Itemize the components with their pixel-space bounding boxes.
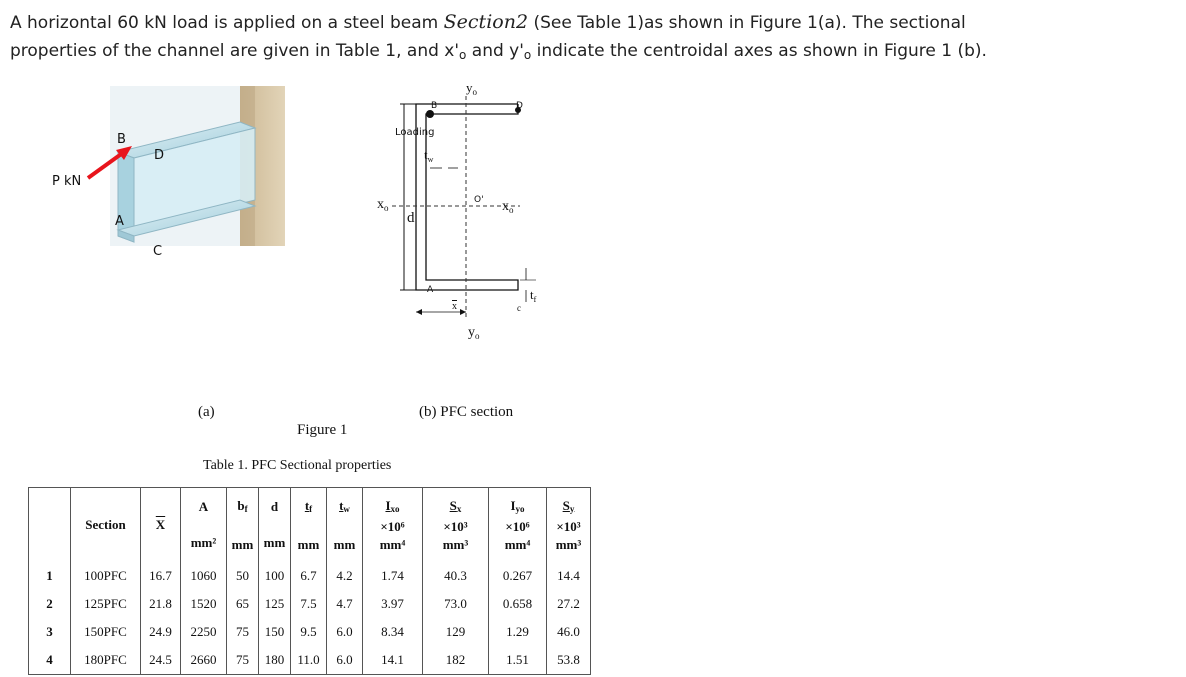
problem-text-4: and y' — [466, 41, 524, 61]
cell-tf: 7.5 — [291, 590, 327, 618]
table-header-row — [29, 488, 591, 563]
cell-area: 2660 — [181, 646, 227, 675]
yo-bottom-label: $y_o$ — [468, 325, 480, 341]
xbar-label: $\overline{x}$ — [452, 301, 457, 312]
c-label: c — [517, 303, 521, 313]
row-number: 4 — [29, 646, 71, 675]
figure-b-pfc-section — [370, 80, 590, 360]
row-number: 1 — [29, 562, 71, 590]
cell-xbar: 24.5 — [141, 646, 181, 675]
header-section: Section — [71, 488, 141, 563]
cell-tf: 6.7 — [291, 562, 327, 590]
xo-right-label: $x_o$ — [502, 199, 514, 215]
cell-bf: 50 — [227, 562, 259, 590]
cell-xbar: 21.8 — [141, 590, 181, 618]
header-tf: tf mm — [291, 488, 327, 563]
beam-section-name: Section2 — [443, 11, 529, 33]
cell-tf: 9.5 — [291, 618, 327, 646]
cell-d: 150 — [259, 618, 291, 646]
header-sy: Sy ×10³ mm³ — [547, 488, 591, 563]
problem-text-2: (See Table 1)as shown in Figure 1(a). The sectional — [528, 13, 966, 33]
point-b-label-b: B — [431, 101, 438, 111]
tf-label: $t_f$ — [530, 287, 537, 304]
cell-xbar: 16.7 — [141, 562, 181, 590]
cell-sx: 182 — [423, 646, 489, 675]
header-area: A mm² — [181, 488, 227, 563]
xo-left-label: $x_o$ — [377, 197, 389, 213]
cell-ixo: 1.74 — [363, 562, 423, 590]
figure-b-caption: (b) PFC section — [419, 404, 514, 420]
cell-tf: 11.0 — [291, 646, 327, 675]
table-row — [29, 618, 591, 646]
problem-statement — [10, 8, 1180, 69]
yo-top-label: $y_o$ — [466, 80, 477, 97]
cell-iyo: 0.267 — [489, 562, 547, 590]
cell-iyo: 1.29 — [489, 618, 547, 646]
problem-text-5: indicate the centroidal axes as shown in Figure 1 (b). — [531, 41, 987, 61]
figure-a-caption: (a) — [198, 404, 215, 420]
cell-section: 150PFC — [71, 618, 141, 646]
cell-d: 180 — [259, 646, 291, 675]
point-d-label: D — [154, 148, 165, 163]
pfc-properties-table — [28, 487, 591, 675]
figure-caption: Figure 1 — [297, 422, 348, 438]
cell-sx: 40.3 — [423, 562, 489, 590]
cell-section: 180PFC — [71, 646, 141, 675]
cell-sy: 53.8 — [547, 646, 591, 675]
centroid-label: O' — [474, 195, 484, 205]
cell-tw: 6.0 — [327, 618, 363, 646]
header-iyo: Iyo ×10⁶ mm⁴ — [489, 488, 547, 563]
cell-sy: 27.2 — [547, 590, 591, 618]
point-c-label: C — [153, 244, 163, 259]
problem-text-1: A horizontal 60 kN load is applied on a steel beam — [10, 13, 444, 33]
header-d: d mm — [259, 488, 291, 563]
cell-sy: 14.4 — [547, 562, 591, 590]
cell-area: 2250 — [181, 618, 227, 646]
cell-d: 100 — [259, 562, 291, 590]
problem-text-3: properties of the channel are given in Table 1, and x' — [10, 41, 460, 61]
row-number: 3 — [29, 618, 71, 646]
subscript: o — [459, 48, 467, 62]
cell-tw: 6.0 — [327, 646, 363, 675]
header-sx: Sx ×10³ mm³ — [423, 488, 489, 563]
table-caption: Table 1. PFC Sectional properties — [203, 458, 392, 473]
cell-area: 1060 — [181, 562, 227, 590]
cell-ixo: 8.34 — [363, 618, 423, 646]
table-row — [29, 590, 591, 618]
cell-iyo: 1.51 — [489, 646, 547, 675]
cell-bf: 75 — [227, 646, 259, 675]
d-label: d — [407, 210, 415, 226]
table-row — [29, 646, 591, 675]
table-row — [29, 562, 591, 590]
cell-bf: 65 — [227, 590, 259, 618]
point-a-label-b: A — [427, 285, 434, 295]
cell-sy: 46.0 — [547, 618, 591, 646]
cell-tw: 4.7 — [327, 590, 363, 618]
loading-label: Loading — [395, 127, 435, 138]
header-bf: bf mm — [227, 488, 259, 563]
subscript: o — [523, 48, 532, 62]
header-xbar: $\overline{X}$ — [141, 488, 181, 563]
row-number: 2 — [29, 590, 71, 618]
loading-point — [426, 110, 434, 118]
point-b-label: B — [117, 132, 126, 147]
header-ixo: Ixo ×10⁶ mm⁴ — [363, 488, 423, 563]
cell-sx: 129 — [423, 618, 489, 646]
point-a-label: A — [115, 214, 124, 229]
cell-xbar: 24.9 — [141, 618, 181, 646]
cell-iyo: 0.658 — [489, 590, 547, 618]
cell-tw: 4.2 — [327, 562, 363, 590]
load-label: P kN — [52, 174, 82, 189]
cell-section: 125PFC — [71, 590, 141, 618]
point-d-label-b: D — [516, 101, 523, 111]
cell-ixo: 3.97 — [363, 590, 423, 618]
cell-area: 1520 — [181, 590, 227, 618]
cell-sx: 73.0 — [423, 590, 489, 618]
cell-ixo: 14.1 — [363, 646, 423, 675]
cell-bf: 75 — [227, 618, 259, 646]
header-tw: tw mm — [327, 488, 363, 563]
tw-label: $t_w$ — [424, 147, 434, 164]
cell-d: 125 — [259, 590, 291, 618]
cell-section: 100PFC — [71, 562, 141, 590]
